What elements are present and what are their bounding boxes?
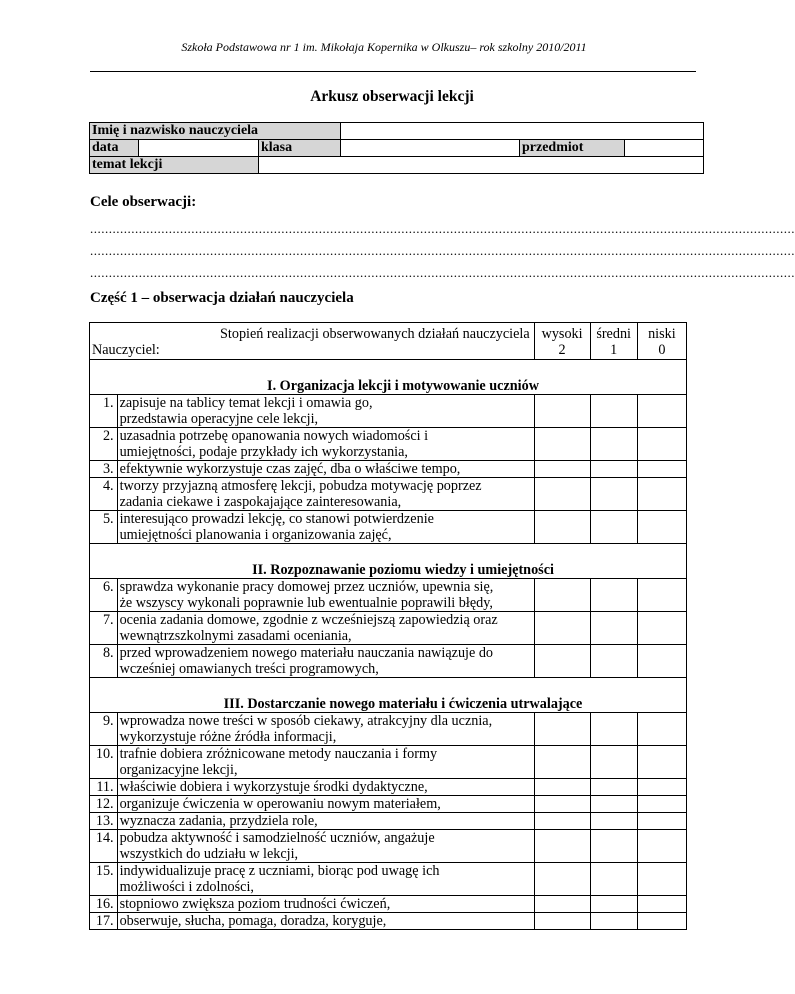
item-line: pobudza aktywność i samodzielność uczniów, angażuje: [119, 830, 435, 846]
observation-table: [89, 322, 687, 930]
table-row: [90, 779, 687, 796]
table-row: [90, 579, 687, 612]
item-line: wykorzystuje różne źródła informacji,: [119, 729, 337, 745]
item-desc: [117, 863, 534, 896]
item-line: efektywnie wykorzystuje czas zajęć, dba o właściwe tempo,: [119, 461, 461, 477]
item-desc: [117, 746, 534, 779]
item-number: 16.: [90, 896, 118, 913]
item-number: 13.: [90, 813, 118, 830]
rating-mid-cell[interactable]: [590, 478, 637, 511]
teacher-name-label: Imię i nazwisko nauczyciela: [90, 123, 341, 140]
rating-high-cell[interactable]: [534, 779, 590, 796]
rating-high-cell[interactable]: [534, 830, 590, 863]
rating-high-cell[interactable]: [534, 511, 590, 544]
teacher-name-field[interactable]: [341, 123, 704, 140]
item-desc: [117, 478, 534, 511]
rating-mid-cell[interactable]: [590, 863, 637, 896]
item-desc: [117, 896, 534, 913]
table-row: [90, 863, 687, 896]
rating-high-cell[interactable]: [534, 461, 590, 478]
rating-mid-cell[interactable]: [590, 796, 637, 813]
item-line: ocenia zadania domowe, zgodnie z wcześniejszą zapowiedzią oraz: [119, 612, 498, 628]
section-title: [90, 678, 687, 713]
item-desc: [117, 645, 534, 678]
col-high-value: 2: [558, 342, 566, 358]
item-line: umiejętności planowania i organizowania zajęć,: [119, 527, 392, 543]
table-row: [90, 796, 687, 813]
item-number: 8.: [90, 645, 118, 678]
item-number: 14.: [90, 830, 118, 863]
item-number: 12.: [90, 796, 118, 813]
item-number: 11.: [90, 779, 118, 796]
goals-label: Cele obserwacji:: [90, 194, 197, 210]
rating-low-cell[interactable]: [637, 395, 686, 428]
table-row: [90, 511, 687, 544]
item-number: 9.: [90, 713, 118, 746]
class-label: klasa: [259, 140, 341, 157]
item-desc: [117, 395, 534, 428]
item-line: wcześniej omawianych treści programowych,: [119, 661, 379, 677]
item-desc: [117, 612, 534, 645]
item-number: 7.: [90, 612, 118, 645]
col-high: [534, 323, 590, 360]
rating-low-cell[interactable]: [637, 461, 686, 478]
rating-high-cell[interactable]: [534, 478, 590, 511]
rating-mid-cell[interactable]: [590, 779, 637, 796]
col-mid-label: średni: [596, 326, 631, 342]
teacher-label: Nauczyciel:: [92, 342, 160, 358]
item-line: możliwości i zdolności,: [119, 879, 254, 895]
table-row: [90, 913, 687, 930]
part1-label: Część 1 – obserwacja działań nauczyciela: [90, 290, 354, 306]
section-title: [90, 360, 687, 395]
item-number: 2.: [90, 428, 118, 461]
info-table: [89, 122, 704, 174]
rating-mid-cell[interactable]: [590, 395, 637, 428]
rating-low-cell[interactable]: [637, 645, 686, 678]
rating-high-cell[interactable]: [534, 428, 590, 461]
item-desc: [117, 796, 534, 813]
rating-low-cell[interactable]: [637, 612, 686, 645]
col-mid: [590, 323, 637, 360]
rating-low-cell[interactable]: [637, 796, 686, 813]
rating-high-cell[interactable]: [534, 813, 590, 830]
subject-field[interactable]: [625, 140, 704, 157]
item-line: wyznacza zadania, przydziela role,: [119, 813, 318, 829]
item-desc: [117, 779, 534, 796]
rating-mid-cell[interactable]: [590, 913, 637, 930]
item-line: sprawdza wykonanie pracy domowej przez uczniów, upewnia się,: [119, 579, 494, 595]
table-heading: Stopień realizacji obserwowanych działań nauczyciela: [220, 326, 530, 342]
rating-high-cell[interactable]: [534, 896, 590, 913]
item-desc: [117, 713, 534, 746]
item-number: 10.: [90, 746, 118, 779]
item-desc: [117, 579, 534, 612]
col-low-label: niski: [648, 326, 676, 342]
item-desc: [117, 913, 534, 930]
date-label: data: [90, 140, 139, 157]
rating-low-cell[interactable]: [637, 478, 686, 511]
rating-low-cell[interactable]: [637, 713, 686, 746]
rating-high-cell[interactable]: [534, 395, 590, 428]
item-desc: [117, 428, 534, 461]
page-header: Szkoła Podstawowa nr 1 im. Mikołaja Kopernika w Olkuszu– rok szkolny 2010/2011: [181, 40, 587, 54]
rating-mid-cell[interactable]: [590, 830, 637, 863]
section-row: [90, 360, 687, 395]
item-line: zapisuje na tablicy temat lekcji i omawia go,: [119, 395, 373, 411]
table-heading-cell: [90, 323, 535, 360]
rating-low-cell[interactable]: [637, 830, 686, 863]
table-row: [90, 896, 687, 913]
item-line: wszystkich do udziału w lekcji,: [119, 846, 299, 862]
table-row: [90, 645, 687, 678]
rating-low-cell[interactable]: [637, 913, 686, 930]
item-line: umiejętności, podaje przykłady ich wykorzystania,: [119, 444, 408, 460]
goals-line-3[interactable]: ............................................................................................................................................................................................: [90, 265, 795, 280]
col-low-value: 0: [658, 342, 666, 358]
rating-mid-cell[interactable]: [590, 461, 637, 478]
rating-mid-cell[interactable]: [590, 896, 637, 913]
item-number: 4.: [90, 478, 118, 511]
rating-mid-cell[interactable]: [590, 746, 637, 779]
rating-low-cell[interactable]: [637, 863, 686, 896]
item-line: tworzy przyjazną atmosferę lekcji, pobudza motywację poprzez: [119, 478, 482, 494]
goals-line-2[interactable]: ............................................................................................................................................................................................: [90, 243, 795, 258]
table-row: [90, 428, 687, 461]
section-title-text: I. Organizacja lekcji i motywowanie uczniów: [267, 378, 539, 394]
rating-high-cell[interactable]: [534, 796, 590, 813]
item-number: 3.: [90, 461, 118, 478]
rating-low-cell[interactable]: [637, 896, 686, 913]
col-low: [637, 323, 686, 360]
section-row: [90, 678, 687, 713]
table-header-row: [90, 323, 687, 360]
item-line: indywidualizuje pracę z uczniami, biorąc pod uwagę ich: [119, 863, 440, 879]
rating-low-cell[interactable]: [637, 428, 686, 461]
item-number: 17.: [90, 913, 118, 930]
item-line: właściwie dobiera i wykorzystuje środki dydaktyczne,: [119, 779, 428, 795]
table-row: [90, 478, 687, 511]
page-title: Arkusz obserwacji lekcji: [310, 88, 474, 105]
section-title-text: II. Rozpoznawanie poziomu wiedzy i umiejętności: [252, 562, 554, 578]
item-number: 1.: [90, 395, 118, 428]
item-number: 6.: [90, 579, 118, 612]
table-row: [90, 830, 687, 863]
table-row: [90, 612, 687, 645]
item-number: 15.: [90, 863, 118, 896]
subject-label: przedmiot: [520, 140, 625, 157]
rating-mid-cell[interactable]: [590, 612, 637, 645]
item-line: organizuje ćwiczenia w operowaniu nowym materiałem,: [119, 796, 441, 812]
section-title: [90, 544, 687, 579]
item-line: wewnątrzszkolnymi zasadami oceniania,: [119, 628, 352, 644]
header-rule: [90, 71, 696, 72]
section-title-text: III. Dostarczanie nowego materiału i ćwiczenia utrwalające: [223, 696, 583, 712]
class-field[interactable]: [341, 140, 520, 157]
item-line: że wszyscy wykonali poprawnie lub ewentualnie poprawili błędy,: [119, 595, 493, 611]
rating-low-cell[interactable]: [637, 779, 686, 796]
col-high-label: wysoki: [541, 326, 583, 342]
rating-mid-cell[interactable]: [590, 428, 637, 461]
rating-high-cell[interactable]: [534, 713, 590, 746]
rating-mid-cell[interactable]: [590, 579, 637, 612]
item-desc: [117, 813, 534, 830]
topic-field[interactable]: [259, 157, 704, 174]
rating-mid-cell[interactable]: [590, 813, 637, 830]
item-line: trafnie dobiera zróżnicowane metody nauczania i formy: [119, 746, 438, 762]
table-row: [90, 813, 687, 830]
item-line: zadania ciekawe i zaspokajające zainteresowania,: [119, 494, 402, 510]
rating-mid-cell[interactable]: [590, 645, 637, 678]
table-row: [90, 461, 687, 478]
table-row: [90, 395, 687, 428]
item-desc: [117, 511, 534, 544]
item-line: wprowadza nowe treści w sposób ciekawy, atrakcyjny dla ucznia,: [119, 713, 493, 729]
rating-low-cell[interactable]: [637, 579, 686, 612]
table-row: [90, 713, 687, 746]
item-desc: [117, 461, 534, 478]
rating-mid-cell[interactable]: [590, 511, 637, 544]
item-desc: [117, 830, 534, 863]
item-line: stopniowo zwiększa poziom trudności ćwiczeń,: [119, 896, 391, 912]
rating-high-cell[interactable]: [534, 612, 590, 645]
item-line: interesująco prowadzi lekcję, co stanowi potwierdzenie: [119, 511, 434, 527]
item-line: uzasadnia potrzebę opanowania nowych wiadomości i: [119, 428, 429, 444]
item-line: przed wprowadzeniem nowego materiału nauczania nawiązuje do: [119, 645, 494, 661]
rating-high-cell[interactable]: [534, 913, 590, 930]
goals-line-1[interactable]: ............................................................................................................................................................................................: [90, 221, 795, 236]
rating-high-cell[interactable]: [534, 863, 590, 896]
rating-low-cell[interactable]: [637, 813, 686, 830]
rating-mid-cell[interactable]: [590, 713, 637, 746]
rating-low-cell[interactable]: [637, 746, 686, 779]
item-number: 5.: [90, 511, 118, 544]
col-mid-value: 1: [610, 342, 618, 358]
topic-label: temat lekcji: [90, 157, 259, 174]
date-field[interactable]: [139, 140, 259, 157]
rating-high-cell[interactable]: [534, 746, 590, 779]
rating-high-cell[interactable]: [534, 579, 590, 612]
item-line: przedstawia operacyjne cele lekcji,: [119, 411, 319, 427]
table-row: [90, 746, 687, 779]
rating-low-cell[interactable]: [637, 511, 686, 544]
item-line: organizacyjne lekcji,: [119, 762, 238, 778]
item-line: obserwuje, słucha, pomaga, doradza, koryguje,: [119, 913, 387, 929]
section-row: [90, 544, 687, 579]
rating-high-cell[interactable]: [534, 645, 590, 678]
